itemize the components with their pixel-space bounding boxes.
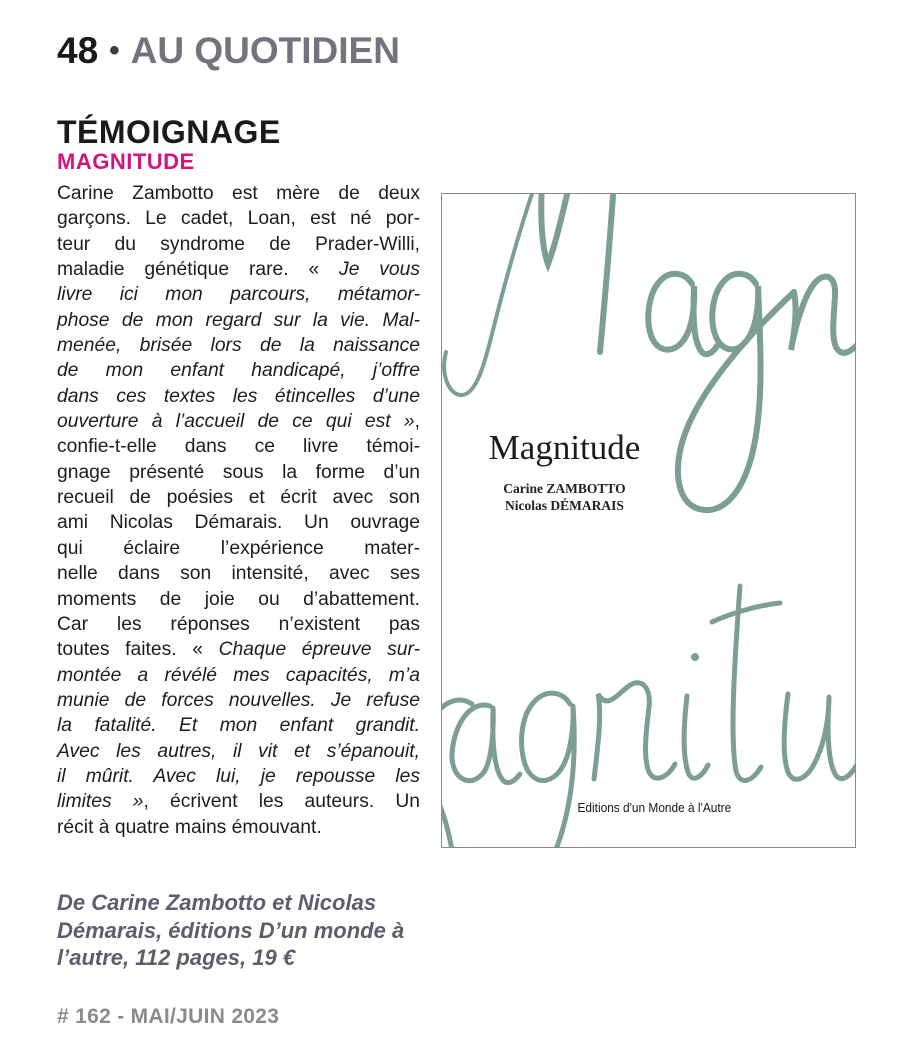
script2-letter-a: [442, 700, 520, 783]
script2-i-dot: [691, 653, 699, 661]
script2-letter-u: [784, 694, 856, 779]
cover-author-line: Carine ZAMBOTTO: [503, 481, 626, 496]
credit-line: l’autre, 112 pages, 19 €: [57, 945, 296, 970]
cover-authors: [442, 481, 687, 514]
body-line: de mon enfant handicapé, j’offre: [57, 360, 420, 382]
body-line: teur du syndrome de Prader-Willi,: [57, 233, 420, 255]
cover-script-art: [442, 194, 856, 848]
issue-footer: # 162 - MAI/JUIN 2023: [57, 1005, 280, 1028]
body-line: recueil de poésies et écrit avec son: [57, 487, 420, 509]
page-header: [57, 30, 400, 72]
body-line: moments de joie ou d’abattement.: [57, 588, 420, 610]
script-letter-n: [791, 276, 856, 352]
body-line: ouverture à l’accueil de ce qui est »,: [57, 411, 420, 433]
article-kicker: TÉMOIGNAGE: [57, 114, 281, 150]
body-line: limites », écrivent les auteurs. Un: [57, 791, 421, 813]
article-credit: [57, 889, 447, 972]
cover-author-line: Nicolas DÉMARAIS: [505, 497, 624, 513]
body-line: livre ici mon parcours, métamor-: [57, 284, 420, 306]
body-line: nelle dans son intensité, avec ses: [57, 563, 420, 585]
body-line: il mûrit. Avec lui, je repousse les: [57, 765, 420, 787]
body-line: Car les réponses n’existent pas: [57, 613, 420, 635]
page-number: 48: [57, 30, 99, 71]
script-stroke-m-valley: [541, 194, 570, 264]
body-line: Avec les autres, il vit et s’épanouit,: [57, 740, 420, 762]
body-line: la fatalité. Et mon enfant grandit.: [57, 715, 420, 737]
script2-letter-t: [712, 586, 780, 780]
body-line: maladie génétique rare. « Je vous: [57, 259, 420, 281]
script-stroke-m-entry: [444, 194, 536, 395]
body-line: menée, brisée lors de la naissance: [57, 335, 420, 357]
body-line: toutes faites. « Chaque épreuve sur-: [57, 639, 420, 661]
script-letter-a: [648, 274, 717, 354]
section-title: AU QUOTIDIEN: [130, 30, 400, 71]
body-line: Carine Zambotto est mère de deux: [57, 183, 420, 204]
body-line: qui éclaire l’expérience mater-: [57, 537, 420, 559]
script-stroke-m-leg: [600, 194, 614, 352]
body-line: garçons. Le cadet, Loan, est né por-: [57, 208, 420, 230]
bullet-separator: •: [109, 34, 120, 67]
cover-title: Magnitude: [488, 428, 641, 467]
article-title: MAGNITUDE: [57, 149, 195, 174]
credit-line: De Carine Zambotto et Nicolas: [57, 890, 377, 915]
body-line: montée a révélé mes capacités, m’a: [57, 664, 420, 686]
body-line: gnage présenté sous la forme d’un: [57, 461, 420, 483]
credit-line: Démarais, éditions D’un monde à: [57, 917, 405, 943]
body-line: munie de forces nouvelles. Je refuse: [57, 689, 420, 711]
script2-letter-n: [594, 683, 675, 779]
body-line: ami Nicolas Démarais. Un ouvrage: [57, 512, 420, 534]
book-cover: [441, 193, 856, 848]
body-line: récit à quatre mains émouvant.: [57, 816, 322, 838]
body-line: confie-t-elle dans ce livre témoi-: [57, 436, 420, 458]
script2-letter-i: [684, 696, 708, 778]
article-body: [57, 181, 420, 840]
cover-publisher: Editions d'un Monde à l'Autre: [577, 801, 732, 815]
body-line: dans ces textes les étincelles d’une: [57, 385, 420, 407]
body-line: phose de mon regard sur la vie. Mal-: [57, 309, 420, 331]
